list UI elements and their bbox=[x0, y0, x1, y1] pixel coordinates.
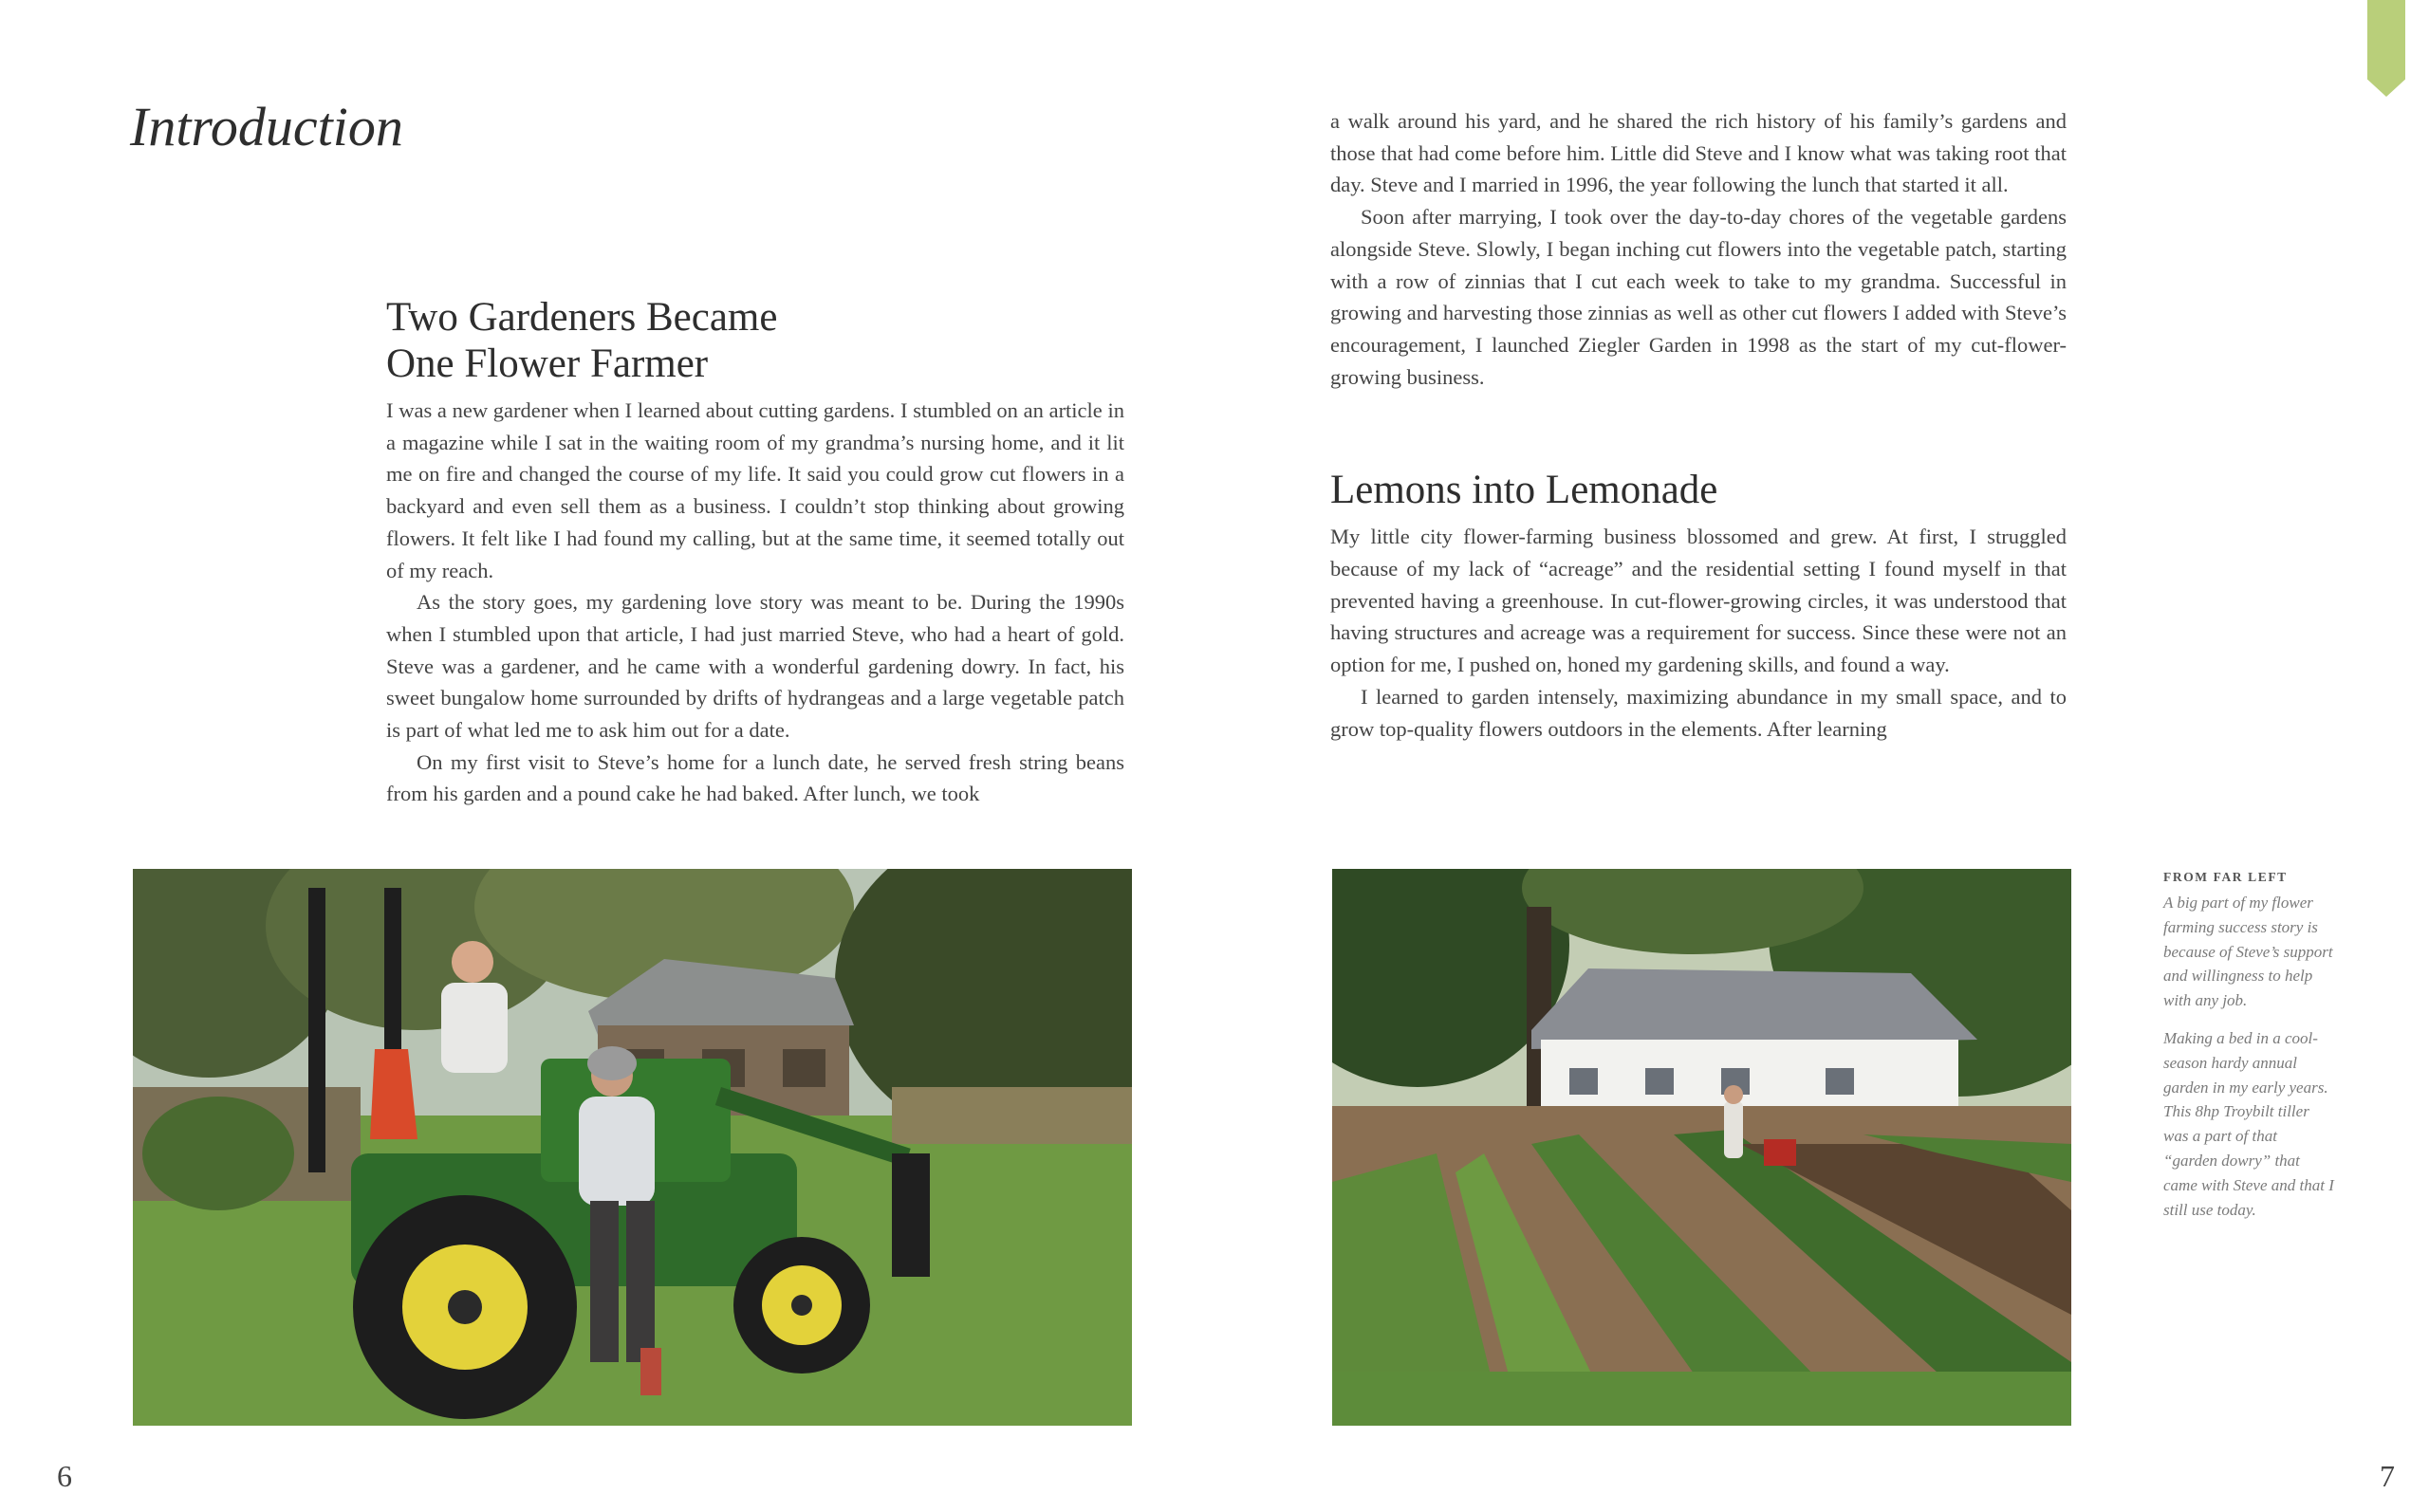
photo-couple-with-tractor bbox=[133, 869, 1132, 1426]
photo-tilling-garden-bed bbox=[1332, 869, 2071, 1426]
caption-label: FROM FAR LEFT bbox=[2163, 870, 2288, 884]
caption-text: Making a bed in a cool-season hardy annual garden in my early years. This 8hp Troybilt tiller was a part of that “garden dowry” that came with Steve and that I still use today. bbox=[2163, 1028, 2334, 1219]
section-heading-lemons: Lemons into Lemonade bbox=[1330, 468, 1718, 513]
body-paragraph: a walk around his yard, and he shared the rich history of his family’s gardens and those that had come before him. Little did Steve and I know what was taking root that day. Steve and I married in 1996, the year following the lunch that started it all. bbox=[1330, 109, 2067, 197]
body-paragraph: As the story goes, my gardening love story was meant to be. During the 1990s when I stumbled upon that article, I had just married Steve, who had a heart of gold. Steve was a gardener, and he came with a wonderful gardening dowry. In fact, his sweet bungalow home surrounded by drifts of hydrangeas and a large vegetable patch is part of what led me to ask him out for a date. bbox=[386, 590, 1124, 743]
heading-line-2: One Flower Farmer bbox=[386, 341, 709, 386]
body-paragraph: My little city flower-farming business blossomed and grew. At first, I struggled because of my lack of “acreage” and the residential setting I found myself in that prevented having a greenhouse. In cut-flower-growing circles, it was understood that having structures and acreage was a requirement for success. Since these were not an option for me, I pushed on, honed my gardening skills, and found a way. bbox=[1330, 525, 2067, 677]
page-number-right: 7 bbox=[2380, 1459, 2395, 1493]
page-number-left: 6 bbox=[57, 1459, 72, 1493]
photo-caption bbox=[2163, 870, 2334, 1235]
body-paragraph: I was a new gardener when I learned about cutting gardens. I stumbled on an article in a magazine while I sat in the waiting room of my grandma’s nursing home, and it lit me on fire and changed the course of my life. It said you could grow cut flowers in a backyard and even sell them as a business. I couldn’t stop thinking about growing flowers. It felt like I had found my calling, but at the same time, it seemed totally out of my reach. bbox=[386, 398, 1124, 582]
chapter-title: Introduction bbox=[130, 96, 403, 157]
body-paragraph: I learned to garden intensely, maximizing abundance in my small space, and to grow top-quality flowers outdoors in the elements. After learning bbox=[1330, 684, 2067, 741]
chapter-bookmark-tab bbox=[2367, 0, 2405, 97]
section-heading-two-gardeners bbox=[386, 294, 1124, 387]
caption-text: A big part of my flower farming success story is because of Steve’s support and willingness to help with any job. bbox=[2163, 894, 2333, 1010]
body-paragraph: Soon after marrying, I took over the day-to-day chores of the vegetable gardens alongside Steve. Slowly, I began inching cut flowers into the vegetable patch, starting with a row of zinnias that I cut each week to take to my grandma. Successful in growing and harvesting those zinnias as well as other cut flowers I added with Steve’s encouragement, I launched Ziegler Garden in 1998 as the start of my cut-flower-growing business. bbox=[1330, 205, 2067, 389]
right-text-column bbox=[1330, 105, 2067, 745]
body-paragraph: On my first visit to Steve’s home for a lunch date, he served fresh string beans from his garden and a pound cake he had baked. After lunch, we took bbox=[386, 749, 1124, 806]
heading-line-1: Two Gardeners Became bbox=[386, 295, 778, 340]
left-text-column bbox=[386, 294, 1124, 810]
